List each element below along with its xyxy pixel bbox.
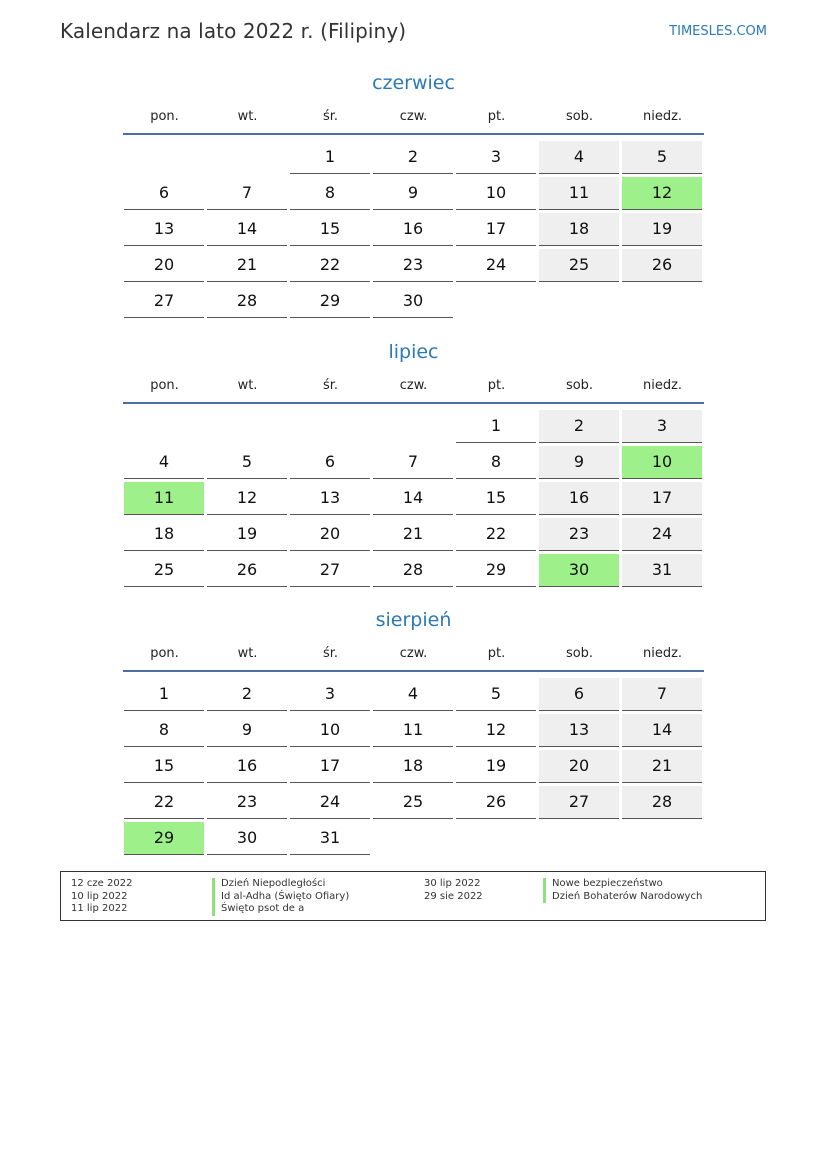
day-cell [621,408,704,444]
weekday-label: niedz. [642,378,683,393]
day-number: 15 [456,482,536,515]
day-cell [123,211,206,247]
day-cell [206,444,289,480]
day-number: 23 [207,786,287,819]
day-cell [621,247,704,283]
day-number: 15 [124,750,204,783]
day-cell [621,676,704,712]
day-number: 29 [124,822,204,855]
day-number: 13 [290,482,370,515]
holiday-day-cell [621,175,704,211]
day-cell [372,283,455,319]
day-number: 26 [622,249,702,282]
day-cell [621,516,704,552]
day-cell [289,712,372,748]
day-number: 4 [373,678,453,711]
day-cell [289,175,372,211]
day-number: 2 [373,141,453,174]
day-number: 25 [373,786,453,819]
day-cell [538,211,621,247]
weekday-label: wt. [237,378,258,393]
legend-holiday-name: Święto psot de a [212,903,349,916]
day-cell [372,712,455,748]
day-cell [289,748,372,784]
month-august [123,606,704,856]
day-number: 4 [124,446,204,479]
day-number: 11 [539,177,619,210]
day-cell [455,408,538,444]
legend-date: 11 lip 2022 [71,903,128,914]
weekday-label: pt. [487,378,506,393]
weekday-label: wt. [237,109,258,124]
day-number: 16 [373,213,453,246]
day-number: 19 [207,518,287,551]
day-grid [123,676,704,856]
day-cell [123,748,206,784]
day-cell [123,784,206,820]
day-number: 17 [290,750,370,783]
legend-holiday-name: Id al-Adha (Święto Ofiary) [212,891,349,904]
day-cell [372,247,455,283]
day-cell [455,784,538,820]
weekday-label: sob. [565,109,594,124]
weekday-label: pon. [150,378,179,393]
legend-date: 10 lip 2022 [71,890,128,902]
empty-cell [123,408,206,444]
day-number: 22 [124,786,204,819]
day-number: 31 [290,822,370,855]
day-number: 13 [539,714,619,747]
day-cell [538,516,621,552]
day-number: 18 [124,518,204,551]
day-number: 9 [539,446,619,479]
day-number: 30 [207,822,287,855]
day-cell [206,175,289,211]
weekday-header [123,374,704,404]
day-cell [538,712,621,748]
day-cell [123,712,206,748]
day-number: 2 [539,410,619,443]
empty-cell [289,408,372,444]
day-number: 24 [456,249,536,282]
weekday-label: pt. [487,646,506,661]
day-cell [206,748,289,784]
weekday-label: czw. [399,646,428,661]
day-cell [206,552,289,588]
day-cell [206,784,289,820]
legend-dates-right [424,878,483,903]
day-cell [123,444,206,480]
day-number: 16 [207,750,287,783]
day-number: 26 [207,554,287,587]
day-number: 10 [456,177,536,210]
day-number: 14 [622,714,702,747]
month-title: czerwiec [372,72,455,94]
day-number: 24 [622,518,702,551]
weekday-label: sob. [565,378,594,393]
day-number: 28 [373,554,453,587]
day-number: 11 [373,714,453,747]
day-number: 29 [456,554,536,587]
day-number: 3 [290,678,370,711]
day-cell [455,444,538,480]
weekday-label: niedz. [642,109,683,124]
legend-dates-left [71,878,132,916]
weekday-header [123,642,704,672]
day-number: 15 [290,213,370,246]
day-number: 8 [290,177,370,210]
weekday-label: pon. [150,646,179,661]
day-cell [455,211,538,247]
weekday-label: śr. [322,378,339,393]
holiday-legend [60,871,766,921]
day-number: 7 [373,446,453,479]
day-cell [372,552,455,588]
day-number: 16 [539,482,619,515]
weekday-label: czw. [399,109,428,124]
empty-cell [372,408,455,444]
holiday-day-cell [538,552,621,588]
day-number: 19 [456,750,536,783]
day-number: 18 [373,750,453,783]
day-cell [538,748,621,784]
day-cell [538,175,621,211]
day-cell [206,820,289,856]
day-number: 6 [290,446,370,479]
empty-cell [206,139,289,175]
day-cell [206,516,289,552]
day-cell [289,211,372,247]
day-number: 7 [207,177,287,210]
day-number: 6 [124,177,204,210]
day-cell [123,676,206,712]
day-number: 26 [456,786,536,819]
legend-holiday-name: Dzień Niepodległości [212,878,349,891]
day-number: 13 [124,213,204,246]
legend-date: 30 lip 2022 [424,878,481,889]
day-cell [206,676,289,712]
day-cell [289,820,372,856]
month-june [123,69,704,319]
day-number: 10 [290,714,370,747]
site-link[interactable]: TIMESLES.COM [669,24,767,39]
day-number: 22 [456,518,536,551]
day-number: 19 [622,213,702,246]
day-cell [289,139,372,175]
holiday-day-cell [123,820,206,856]
day-number: 1 [456,410,536,443]
day-cell [372,139,455,175]
month-title: lipiec [388,341,439,363]
day-grid [123,408,704,588]
day-number: 20 [124,249,204,282]
day-number: 4 [539,141,619,174]
day-number: 5 [456,678,536,711]
day-cell [621,552,704,588]
day-cell [455,516,538,552]
weekday-header [123,105,704,135]
day-number: 18 [539,213,619,246]
day-cell [621,139,704,175]
day-cell [372,480,455,516]
day-number: 30 [539,554,619,587]
day-cell [455,712,538,748]
day-number: 24 [290,786,370,819]
day-grid [123,139,704,319]
holiday-day-cell [123,480,206,516]
legend-names-left [212,878,349,916]
day-number: 21 [207,249,287,282]
day-cell [289,247,372,283]
day-cell [123,516,206,552]
day-number: 29 [290,285,370,318]
day-cell [372,175,455,211]
legend-holiday-name: Nowe bezpieczeństwo [543,878,702,891]
day-number: 25 [124,554,204,587]
page-title: Kalendarz na lato 2022 r. (Filipiny) [60,19,407,43]
day-number: 28 [207,285,287,318]
day-cell [372,516,455,552]
day-number: 3 [622,410,702,443]
day-cell [538,676,621,712]
day-number: 2 [207,678,287,711]
day-number: 27 [290,554,370,587]
day-number: 31 [622,554,702,587]
month-title: sierpień [375,609,452,631]
day-cell [289,283,372,319]
day-cell [206,712,289,748]
legend-date: 12 cze 2022 [71,878,133,889]
day-number: 20 [290,518,370,551]
day-number: 11 [124,482,204,515]
day-cell [455,676,538,712]
day-number: 28 [622,786,702,819]
day-cell [538,408,621,444]
day-number: 14 [207,213,287,246]
day-cell [289,676,372,712]
day-number: 27 [124,285,204,318]
legend-names-right [543,878,702,903]
day-cell [372,748,455,784]
day-number: 12 [622,177,702,210]
day-number: 7 [622,678,702,711]
day-cell [123,552,206,588]
day-cell [372,784,455,820]
day-number: 22 [290,249,370,282]
day-number: 12 [456,714,536,747]
weekday-label: pon. [150,109,179,124]
day-cell [289,516,372,552]
day-number: 8 [124,714,204,747]
day-number: 5 [207,446,287,479]
day-number: 20 [539,750,619,783]
day-number: 23 [539,518,619,551]
day-number: 9 [373,177,453,210]
weekday-label: pt. [487,109,506,124]
legend-holiday-name: Dzień Bohaterów Narodowych [543,891,702,904]
day-number: 10 [622,446,702,479]
day-number: 6 [539,678,619,711]
day-cell [621,480,704,516]
day-number: 1 [124,678,204,711]
day-cell [455,480,538,516]
day-cell [289,784,372,820]
day-number: 27 [539,786,619,819]
day-cell [538,139,621,175]
day-number: 9 [207,714,287,747]
day-cell [289,552,372,588]
day-cell [206,283,289,319]
day-cell [621,748,704,784]
day-cell [372,676,455,712]
day-cell [455,247,538,283]
day-number: 5 [622,141,702,174]
day-number: 17 [456,213,536,246]
weekday-label: wt. [237,646,258,661]
day-number: 30 [373,285,453,318]
weekday-label: czw. [399,378,428,393]
day-number: 21 [373,518,453,551]
day-number: 25 [539,249,619,282]
day-cell [538,784,621,820]
day-cell [289,480,372,516]
day-cell [538,444,621,480]
weekday-label: śr. [322,646,339,661]
day-number: 23 [373,249,453,282]
day-number: 21 [622,750,702,783]
empty-cell [123,139,206,175]
day-cell [621,211,704,247]
day-cell [289,444,372,480]
day-cell [206,480,289,516]
day-cell [621,712,704,748]
day-cell [206,211,289,247]
day-number: 17 [622,482,702,515]
month-july [123,338,704,588]
day-number: 14 [373,482,453,515]
weekday-label: sob. [565,646,594,661]
day-number: 8 [456,446,536,479]
holiday-day-cell [621,444,704,480]
day-cell [123,283,206,319]
legend-date: 29 sie 2022 [424,890,483,902]
day-cell [621,784,704,820]
day-number: 3 [456,141,536,174]
empty-cell [206,408,289,444]
day-cell [123,175,206,211]
weekday-label: śr. [322,109,339,124]
day-cell [455,139,538,175]
day-cell [538,480,621,516]
day-cell [455,175,538,211]
weekday-label: niedz. [642,646,683,661]
day-cell [123,247,206,283]
day-number: 12 [207,482,287,515]
day-cell [455,748,538,784]
day-number: 1 [290,141,370,174]
day-cell [538,247,621,283]
day-cell [206,247,289,283]
day-cell [455,552,538,588]
day-cell [372,444,455,480]
day-cell [372,211,455,247]
